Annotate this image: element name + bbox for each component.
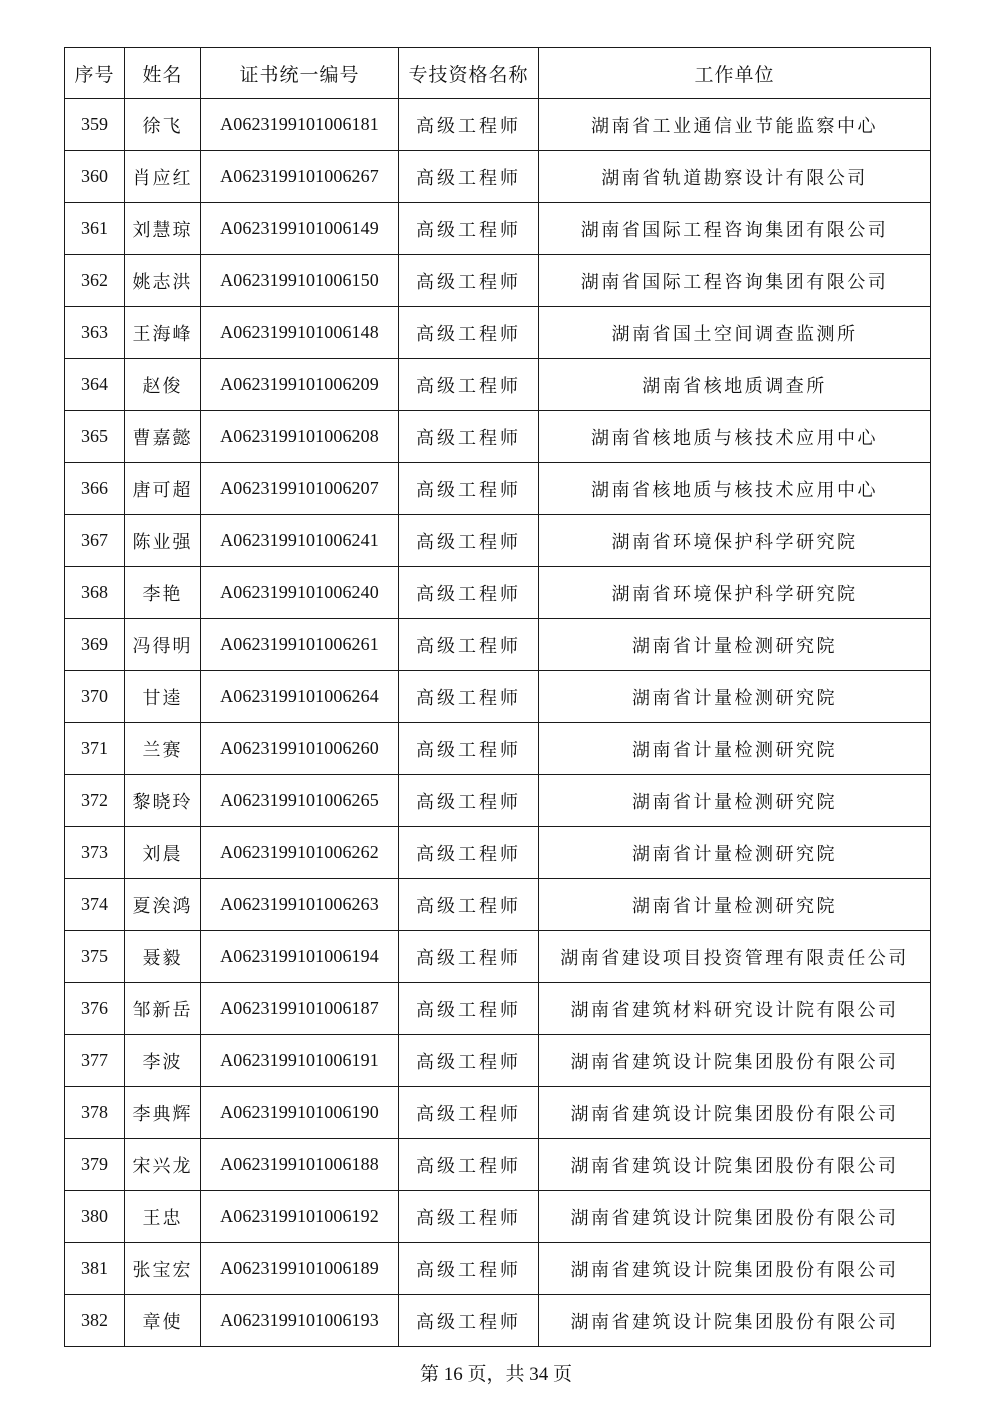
cell-seq: 377 bbox=[65, 1035, 125, 1087]
cell-seq: 381 bbox=[65, 1243, 125, 1295]
cell-work-unit: 湖南省计量检测研究院 bbox=[539, 671, 931, 723]
table-row bbox=[65, 411, 931, 463]
cell-seq: 363 bbox=[65, 307, 125, 359]
cell-qualification: 高级工程师 bbox=[399, 931, 539, 983]
cell-cert-number: A0623199101006265 bbox=[201, 775, 399, 827]
cell-qualification: 高级工程师 bbox=[399, 619, 539, 671]
table-row bbox=[65, 671, 931, 723]
cell-name: 肖应红 bbox=[125, 151, 201, 203]
cell-seq: 364 bbox=[65, 359, 125, 411]
cell-name: 王忠 bbox=[125, 1191, 201, 1243]
cell-qualification: 高级工程师 bbox=[399, 1191, 539, 1243]
cell-work-unit: 湖南省建筑设计院集团股份有限公司 bbox=[539, 1295, 931, 1347]
cell-name: 姚志洪 bbox=[125, 255, 201, 307]
table-row bbox=[65, 203, 931, 255]
cell-name: 夏涘鸿 bbox=[125, 879, 201, 931]
cell-work-unit: 湖南省国土空间调查监测所 bbox=[539, 307, 931, 359]
cell-name: 曹嘉懿 bbox=[125, 411, 201, 463]
cell-work-unit: 湖南省国际工程咨询集团有限公司 bbox=[539, 255, 931, 307]
table-row bbox=[65, 515, 931, 567]
cell-work-unit: 湖南省计量检测研究院 bbox=[539, 827, 931, 879]
table-row bbox=[65, 567, 931, 619]
cell-cert-number: A0623199101006194 bbox=[201, 931, 399, 983]
cell-work-unit: 湖南省计量检测研究院 bbox=[539, 879, 931, 931]
table-row bbox=[65, 931, 931, 983]
cell-qualification: 高级工程师 bbox=[399, 1295, 539, 1347]
cell-cert-number: A0623199101006260 bbox=[201, 723, 399, 775]
cell-work-unit: 湖南省环境保护科学研究院 bbox=[539, 515, 931, 567]
cell-cert-number: A0623199101006267 bbox=[201, 151, 399, 203]
cell-seq: 360 bbox=[65, 151, 125, 203]
cell-qualification: 高级工程师 bbox=[399, 723, 539, 775]
cell-seq: 376 bbox=[65, 983, 125, 1035]
cell-name: 聂毅 bbox=[125, 931, 201, 983]
table-header-row bbox=[65, 48, 931, 99]
cell-cert-number: A0623199101006187 bbox=[201, 983, 399, 1035]
cell-work-unit: 湖南省建设项目投资管理有限责任公司 bbox=[539, 931, 931, 983]
cell-qualification: 高级工程师 bbox=[399, 99, 539, 151]
cell-name: 李波 bbox=[125, 1035, 201, 1087]
cell-qualification: 高级工程师 bbox=[399, 1087, 539, 1139]
cell-cert-number: A0623199101006209 bbox=[201, 359, 399, 411]
cell-seq: 368 bbox=[65, 567, 125, 619]
cell-name: 黎晓玲 bbox=[125, 775, 201, 827]
cell-cert-number: A0623199101006261 bbox=[201, 619, 399, 671]
cell-name: 兰赛 bbox=[125, 723, 201, 775]
table-body bbox=[65, 99, 931, 1347]
cell-name: 赵俊 bbox=[125, 359, 201, 411]
table-row bbox=[65, 255, 931, 307]
cell-seq: 367 bbox=[65, 515, 125, 567]
cell-cert-number: A0623199101006263 bbox=[201, 879, 399, 931]
cell-seq: 374 bbox=[65, 879, 125, 931]
cell-cert-number: A0623199101006149 bbox=[201, 203, 399, 255]
cell-qualification: 高级工程师 bbox=[399, 879, 539, 931]
cell-cert-number: A0623199101006148 bbox=[201, 307, 399, 359]
cell-seq: 378 bbox=[65, 1087, 125, 1139]
table-row bbox=[65, 723, 931, 775]
cell-qualification: 高级工程师 bbox=[399, 307, 539, 359]
cell-work-unit: 湖南省计量检测研究院 bbox=[539, 619, 931, 671]
cell-cert-number: A0623199101006190 bbox=[201, 1087, 399, 1139]
table-row bbox=[65, 827, 931, 879]
table-row bbox=[65, 359, 931, 411]
cell-name: 刘慧琼 bbox=[125, 203, 201, 255]
cell-work-unit: 湖南省国际工程咨询集团有限公司 bbox=[539, 203, 931, 255]
cell-seq: 373 bbox=[65, 827, 125, 879]
cell-cert-number: A0623199101006240 bbox=[201, 567, 399, 619]
cell-qualification: 高级工程师 bbox=[399, 1243, 539, 1295]
cell-qualification: 高级工程师 bbox=[399, 515, 539, 567]
cell-cert-number: A0623199101006189 bbox=[201, 1243, 399, 1295]
cell-work-unit: 湖南省建筑设计院集团股份有限公司 bbox=[539, 1087, 931, 1139]
table-row bbox=[65, 1139, 931, 1191]
table-row bbox=[65, 1035, 931, 1087]
cell-seq: 382 bbox=[65, 1295, 125, 1347]
cell-cert-number: A0623199101006192 bbox=[201, 1191, 399, 1243]
cell-qualification: 高级工程师 bbox=[399, 1139, 539, 1191]
cell-work-unit: 湖南省建筑设计院集团股份有限公司 bbox=[539, 1035, 931, 1087]
cell-name: 陈业强 bbox=[125, 515, 201, 567]
cell-qualification: 高级工程师 bbox=[399, 255, 539, 307]
cell-work-unit: 湖南省计量检测研究院 bbox=[539, 775, 931, 827]
cell-work-unit: 湖南省建筑材料研究设计院有限公司 bbox=[539, 983, 931, 1035]
cell-work-unit: 湖南省工业通信业节能监察中心 bbox=[539, 99, 931, 151]
cell-seq: 379 bbox=[65, 1139, 125, 1191]
cell-seq: 380 bbox=[65, 1191, 125, 1243]
cell-seq: 366 bbox=[65, 463, 125, 515]
table-row bbox=[65, 1087, 931, 1139]
header-cert: 证书统一编号 bbox=[201, 48, 399, 99]
cell-qualification: 高级工程师 bbox=[399, 1035, 539, 1087]
cell-qualification: 高级工程师 bbox=[399, 411, 539, 463]
table-row bbox=[65, 775, 931, 827]
cell-cert-number: A0623199101006207 bbox=[201, 463, 399, 515]
cell-seq: 361 bbox=[65, 203, 125, 255]
cell-name: 李典辉 bbox=[125, 1087, 201, 1139]
cell-work-unit: 湖南省建筑设计院集团股份有限公司 bbox=[539, 1191, 931, 1243]
cell-cert-number: A0623199101006241 bbox=[201, 515, 399, 567]
cell-cert-number: A0623199101006264 bbox=[201, 671, 399, 723]
certificate-table bbox=[64, 47, 931, 1347]
cell-seq: 372 bbox=[65, 775, 125, 827]
cell-work-unit: 湖南省轨道勘察设计有限公司 bbox=[539, 151, 931, 203]
table-row bbox=[65, 151, 931, 203]
table-row bbox=[65, 879, 931, 931]
cell-seq: 375 bbox=[65, 931, 125, 983]
cell-qualification: 高级工程师 bbox=[399, 359, 539, 411]
cell-cert-number: A0623199101006193 bbox=[201, 1295, 399, 1347]
cell-name: 李艳 bbox=[125, 567, 201, 619]
cell-cert-number: A0623199101006191 bbox=[201, 1035, 399, 1087]
cell-seq: 365 bbox=[65, 411, 125, 463]
header-seq: 序号 bbox=[65, 48, 125, 99]
cell-name: 徐飞 bbox=[125, 99, 201, 151]
cell-qualification: 高级工程师 bbox=[399, 151, 539, 203]
table-row bbox=[65, 307, 931, 359]
cell-name: 刘晨 bbox=[125, 827, 201, 879]
cell-cert-number: A0623199101006181 bbox=[201, 99, 399, 151]
cell-name: 唐可超 bbox=[125, 463, 201, 515]
cell-seq: 370 bbox=[65, 671, 125, 723]
table-row bbox=[65, 1191, 931, 1243]
cell-qualification: 高级工程师 bbox=[399, 827, 539, 879]
page-number: 第 16 页，共 34 页 bbox=[419, 1364, 572, 1385]
table-row bbox=[65, 463, 931, 515]
cell-qualification: 高级工程师 bbox=[399, 463, 539, 515]
cell-qualification: 高级工程师 bbox=[399, 567, 539, 619]
cell-seq: 359 bbox=[65, 99, 125, 151]
cell-seq: 371 bbox=[65, 723, 125, 775]
cell-name: 甘逵 bbox=[125, 671, 201, 723]
cell-name: 章使 bbox=[125, 1295, 201, 1347]
cell-qualification: 高级工程师 bbox=[399, 983, 539, 1035]
table-row bbox=[65, 983, 931, 1035]
table-row bbox=[65, 99, 931, 151]
cell-cert-number: A0623199101006188 bbox=[201, 1139, 399, 1191]
table-row bbox=[65, 1295, 931, 1347]
header-title: 专技资格名称 bbox=[399, 48, 539, 99]
cell-cert-number: A0623199101006262 bbox=[201, 827, 399, 879]
table-row bbox=[65, 619, 931, 671]
cell-seq: 362 bbox=[65, 255, 125, 307]
cell-work-unit: 湖南省核地质调查所 bbox=[539, 359, 931, 411]
header-name: 姓名 bbox=[125, 48, 201, 99]
header-unit: 工作单位 bbox=[539, 48, 931, 99]
cell-name: 宋兴龙 bbox=[125, 1139, 201, 1191]
cell-work-unit: 湖南省建筑设计院集团股份有限公司 bbox=[539, 1139, 931, 1191]
cell-work-unit: 湖南省建筑设计院集团股份有限公司 bbox=[539, 1243, 931, 1295]
cell-name: 张宝宏 bbox=[125, 1243, 201, 1295]
cell-name: 王海峰 bbox=[125, 307, 201, 359]
cell-work-unit: 湖南省计量检测研究院 bbox=[539, 723, 931, 775]
cell-seq: 369 bbox=[65, 619, 125, 671]
cell-qualification: 高级工程师 bbox=[399, 203, 539, 255]
cell-work-unit: 湖南省环境保护科学研究院 bbox=[539, 567, 931, 619]
cell-name: 冯得明 bbox=[125, 619, 201, 671]
cell-name: 邹新岳 bbox=[125, 983, 201, 1035]
cell-qualification: 高级工程师 bbox=[399, 671, 539, 723]
cell-cert-number: A0623199101006208 bbox=[201, 411, 399, 463]
cell-qualification: 高级工程师 bbox=[399, 775, 539, 827]
cell-cert-number: A0623199101006150 bbox=[201, 255, 399, 307]
cell-work-unit: 湖南省核地质与核技术应用中心 bbox=[539, 411, 931, 463]
cell-work-unit: 湖南省核地质与核技术应用中心 bbox=[539, 463, 931, 515]
table-row bbox=[65, 1243, 931, 1295]
